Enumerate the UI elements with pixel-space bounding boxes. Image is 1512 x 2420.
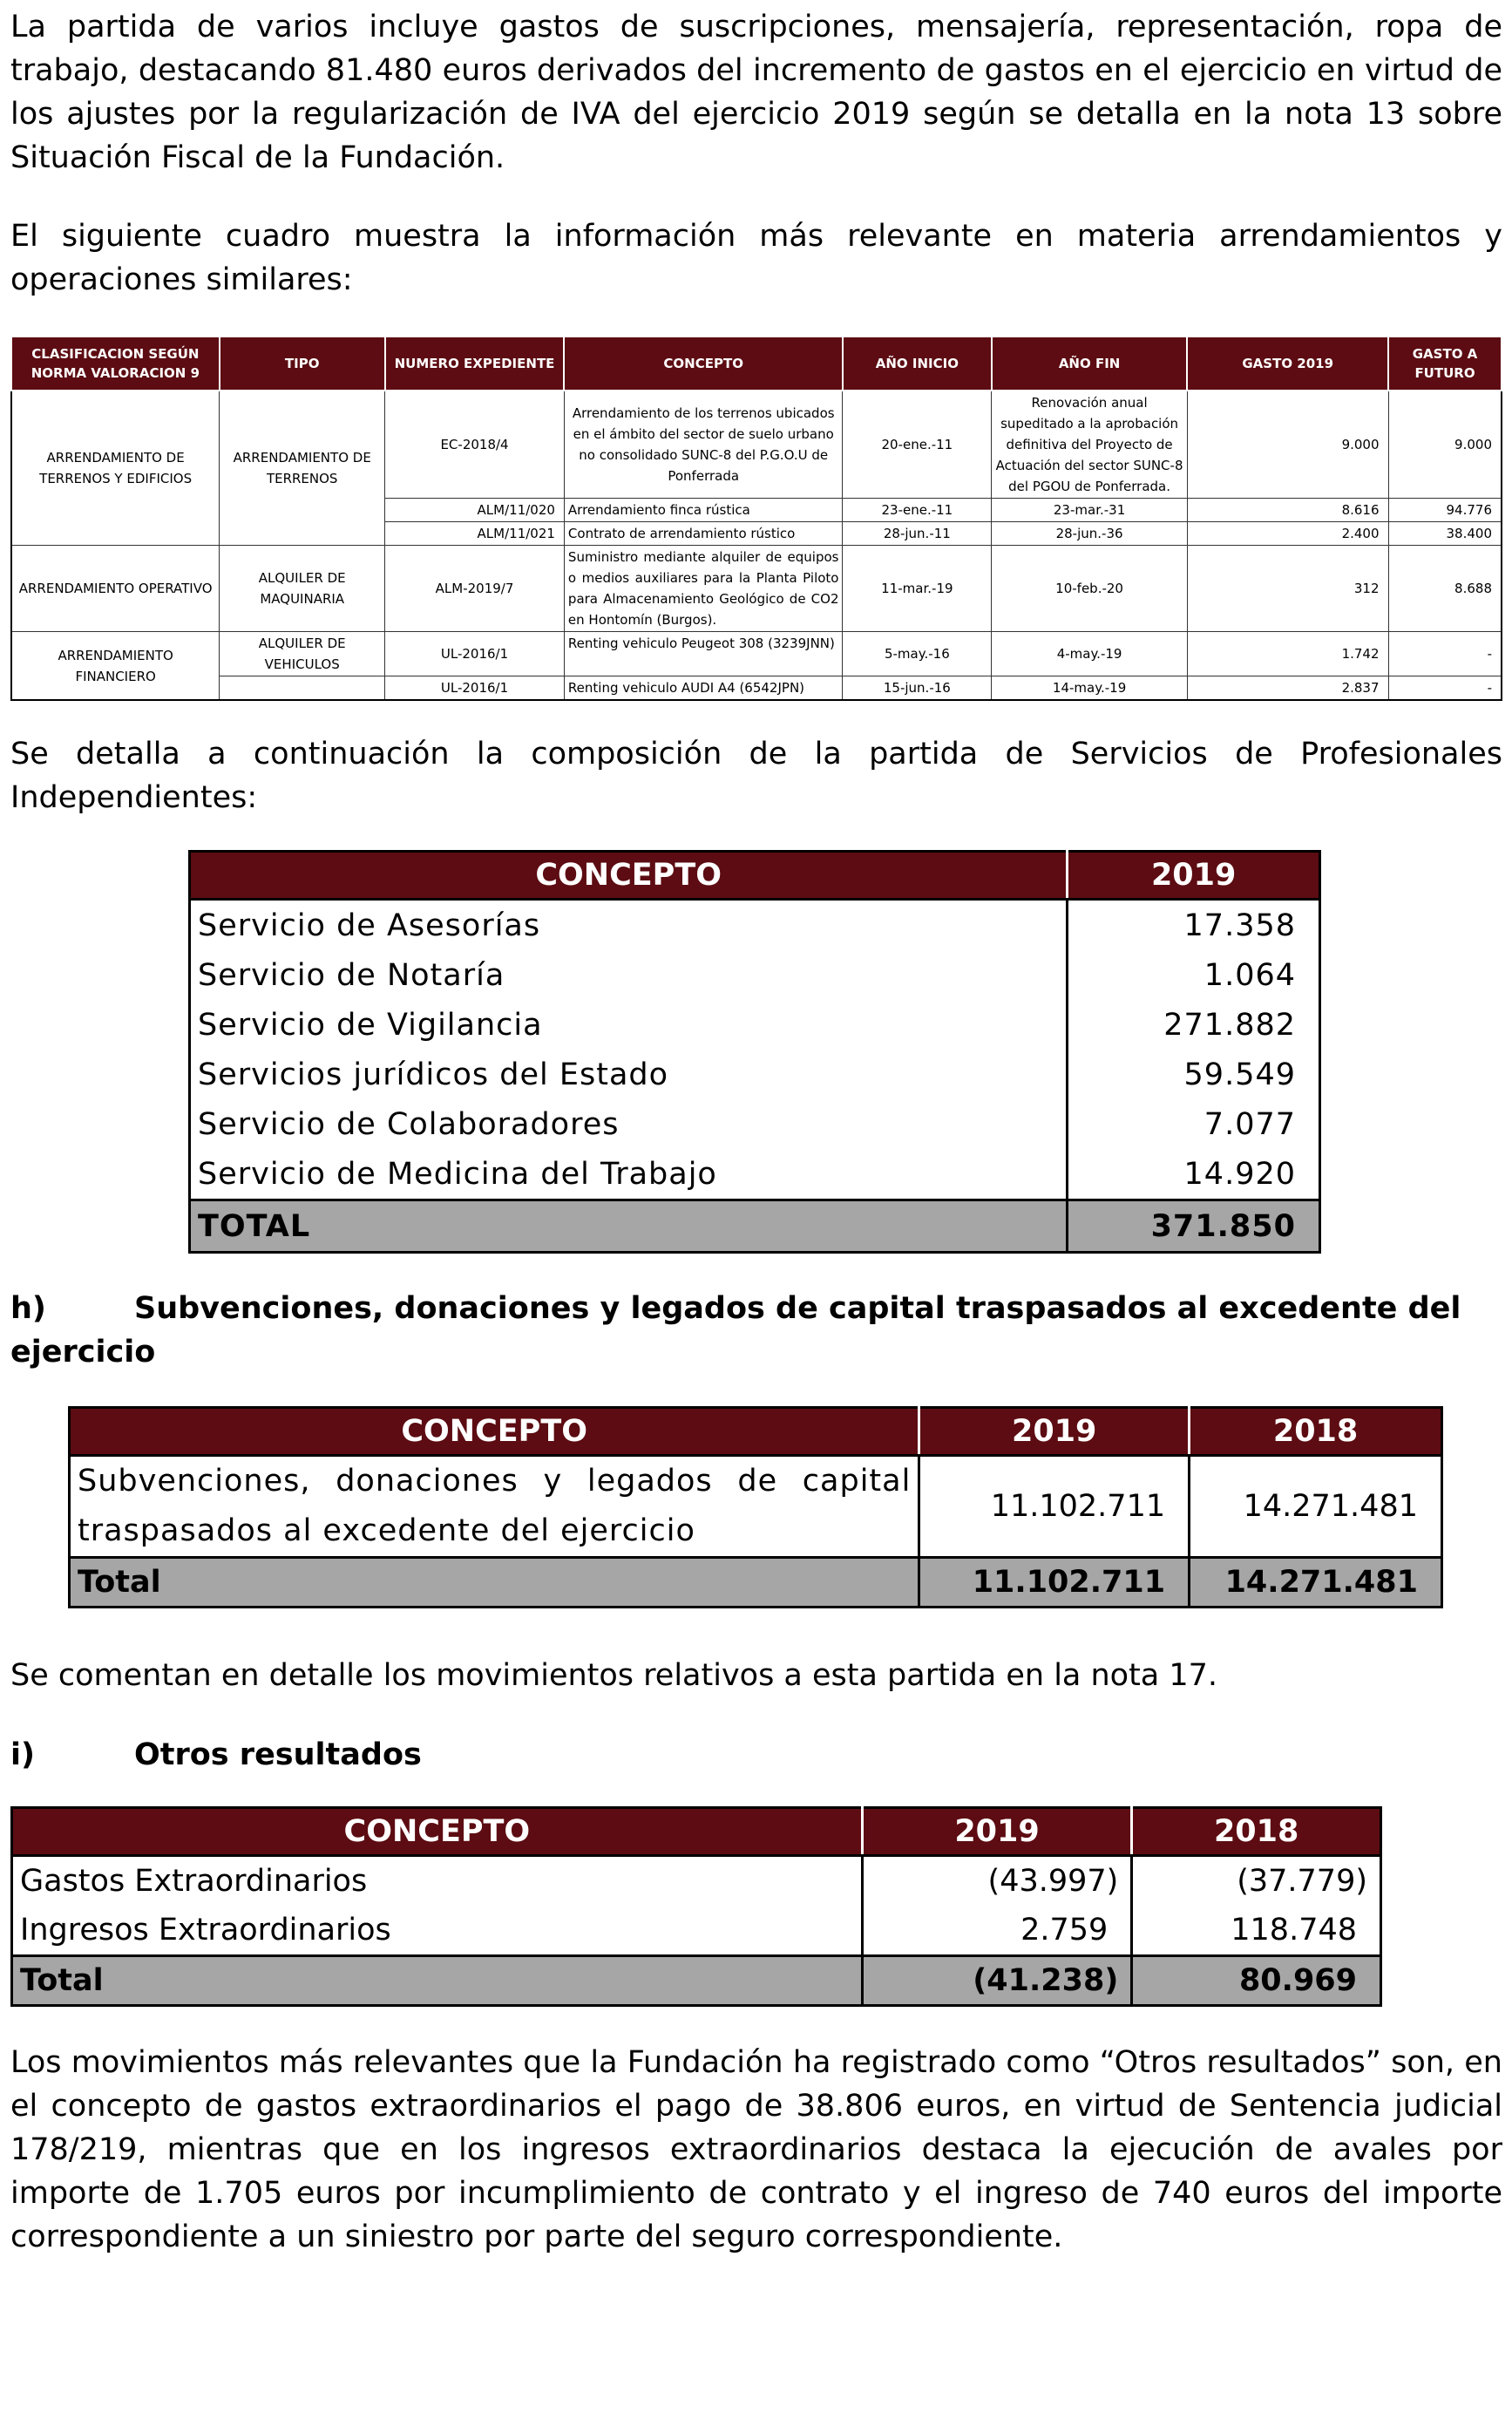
header-2019: 2019 bbox=[1068, 852, 1320, 900]
table-row bbox=[190, 950, 1320, 1000]
table-row bbox=[11, 676, 1502, 701]
concepto-cell: Renting vehiculo Peugeot 308 (3239JNN) bbox=[564, 632, 843, 676]
expediente-cell: ALM-2019/7 bbox=[385, 546, 565, 632]
fin-cell: 4-may.-19 bbox=[992, 632, 1188, 676]
futuro-cell: 9.000 bbox=[1388, 391, 1502, 499]
table-header-row bbox=[12, 1808, 1381, 1856]
fin-cell: 14-may.-19 bbox=[992, 676, 1188, 701]
value-2019-cell: (43.997) bbox=[862, 1856, 1132, 1907]
tipo-cell-empty bbox=[220, 676, 385, 701]
inicio-cell: 15-jun.-16 bbox=[843, 676, 992, 701]
header-tipo: TIPO bbox=[220, 336, 385, 391]
inicio-cell: 23-ene.-11 bbox=[843, 499, 992, 522]
concepto-cell: Gastos Extraordinarios bbox=[12, 1856, 863, 1907]
section-heading-h bbox=[10, 1287, 1502, 1374]
table-row bbox=[190, 1099, 1320, 1149]
total-row bbox=[12, 1956, 1381, 2006]
futuro-cell: 38.400 bbox=[1388, 522, 1502, 546]
header-2019: 2019 bbox=[919, 1408, 1190, 1456]
futuro-cell: 94.776 bbox=[1388, 499, 1502, 522]
table-row bbox=[190, 1149, 1320, 1200]
paragraph-servicios-intro: Se detalla a continuación la composición de la partida de Servicios de Profesionales Independientes: bbox=[10, 737, 1502, 815]
total-row bbox=[190, 1200, 1320, 1253]
header-2019: 2019 bbox=[862, 1808, 1132, 1856]
concepto-cell: Servicio de Colaboradores bbox=[190, 1099, 1068, 1149]
expediente-cell: EC-2018/4 bbox=[385, 391, 565, 499]
total-label: Total bbox=[70, 1558, 919, 1608]
section-title: Subvenciones, donaciones y legados de capital traspasados al excedente del ejercicio bbox=[10, 1291, 1461, 1370]
table-row bbox=[70, 1456, 1442, 1558]
concepto-cell: Subvenciones, donaciones y legados de capital traspasados al excedente del ejercicio bbox=[70, 1456, 919, 1558]
professional-services-table bbox=[188, 850, 1321, 1254]
concepto-cell: Servicio de Vigilancia bbox=[190, 1000, 1068, 1050]
header-gasto-2019: GASTO 2019 bbox=[1187, 336, 1388, 391]
table-row bbox=[11, 632, 1502, 676]
value-2019-cell: 11.102.711 bbox=[919, 1456, 1190, 1558]
concepto-cell: Suministro mediante alquiler de equipos o medios auxiliares para la Planta Piloto para Almacenamiento Geológico de CO2 en Hontomín (Burgos). bbox=[564, 546, 843, 632]
tipo-cell: ARRENDAMIENTO DE TERRENOS bbox=[220, 391, 385, 546]
total-label: TOTAL bbox=[190, 1200, 1068, 1253]
futuro-cell: - bbox=[1388, 632, 1502, 676]
concepto-cell: Servicio de Asesorías bbox=[190, 900, 1068, 951]
table-header-row bbox=[190, 852, 1320, 900]
gasto-cell: 8.616 bbox=[1187, 499, 1388, 522]
paragraph-iva: La partida de varios incluye gastos de suscripciones, mensajería, representación, ropa de trabajo, destacando 81.480 euros derivados del incremento de gastos en el ejercicio en virtud de los ajustes por la regularización de IVA del ejercicio 2019 según se detalla en la nota 13 sobre Situación Fiscal de la Fundación. bbox=[10, 10, 1502, 175]
concepto-cell: Servicios jurídicos del Estado bbox=[190, 1050, 1068, 1099]
leasing-header-row bbox=[11, 336, 1502, 391]
concepto-cell: Servicio de Notaría bbox=[190, 950, 1068, 1000]
header-concepto: CONCEPTO bbox=[564, 336, 843, 391]
section-label: i) bbox=[10, 1737, 35, 1772]
leasing-table bbox=[10, 336, 1502, 701]
header-gasto-futuro: GASTO A FUTURO bbox=[1388, 336, 1502, 391]
tipo-cell: ALQUILER DE VEHICULOS bbox=[220, 632, 385, 676]
inicio-cell: 28-jun.-11 bbox=[843, 522, 992, 546]
concepto-cell: Contrato de arrendamiento rústico bbox=[564, 522, 843, 546]
futuro-cell: - bbox=[1388, 676, 1502, 701]
value-cell: 7.077 bbox=[1068, 1099, 1320, 1149]
gasto-cell: 312 bbox=[1187, 546, 1388, 632]
table-row bbox=[190, 900, 1320, 951]
gasto-cell: 2.837 bbox=[1187, 676, 1388, 701]
value-2018-cell: 118.748 bbox=[1132, 1906, 1381, 1956]
paragraph-otros-resultados: Los movimientos más relevantes que la Fundación ha registrado como “Otros resultados” son, en el concepto de gastos extraordinarios el pago de 38.806 euros, en virtud de Sentencia judicial 178/219, mientras que en los ingresos extraordinarios destaca la ejecución de avales por importe de 1.705 euros por incumplimiento de contrato y el ingreso de 740 euros del importe correspondiente a un siniestro por parte del seguro correspondiente. bbox=[10, 2045, 1502, 2254]
table-row bbox=[11, 391, 1502, 499]
value-cell: 271.882 bbox=[1068, 1000, 1320, 1050]
header-concepto: CONCEPTO bbox=[12, 1808, 863, 1856]
header-clasificacion: CLASIFICACION SEGÚN NORMA VALORACION 9 bbox=[11, 336, 220, 391]
header-numero-expediente: NUMERO EXPEDIENTE bbox=[385, 336, 565, 391]
header-2018: 2018 bbox=[1190, 1408, 1442, 1456]
header-concepto: CONCEPTO bbox=[70, 1408, 919, 1456]
value-cell: 14.920 bbox=[1068, 1149, 1320, 1200]
table-header-row bbox=[70, 1408, 1442, 1456]
header-2018: 2018 bbox=[1132, 1808, 1381, 1856]
expediente-cell: UL-2016/1 bbox=[385, 632, 565, 676]
concepto-cell: Ingresos Extraordinarios bbox=[12, 1906, 863, 1956]
clasificacion-cell: ARRENDAMIENTO DE TERRENOS Y EDIFICIOS bbox=[11, 391, 220, 546]
total-row bbox=[70, 1558, 1442, 1608]
value-2018-cell: (37.779) bbox=[1132, 1856, 1381, 1907]
inicio-cell: 20-ene.-11 bbox=[843, 391, 992, 499]
section-heading-i bbox=[10, 1733, 1502, 1777]
gasto-cell: 2.400 bbox=[1187, 522, 1388, 546]
section-label: h) bbox=[10, 1291, 46, 1326]
total-2019: 11.102.711 bbox=[919, 1558, 1190, 1608]
value-cell: 17.358 bbox=[1068, 900, 1320, 951]
value-2019-cell: 2.759 bbox=[862, 1906, 1132, 1956]
clasificacion-cell: ARRENDAMIENTO OPERATIVO bbox=[11, 546, 220, 632]
fin-cell: Renovación anual supeditado a la aprobación definitiva del Proyecto de Actuación del sector SUNC-8 del PGOU de Ponferrada. bbox=[992, 391, 1188, 499]
expediente-cell: ALM/11/020 bbox=[385, 499, 565, 522]
table-row bbox=[11, 546, 1502, 632]
concepto-cell: Arrendamiento de los terrenos ubicados en el ámbito del sector de suelo urbano no consolidado SUNC-8 del P.G.O.U de Ponferrada bbox=[564, 391, 843, 499]
clasificacion-cell: ARRENDAMIENTO FINANCIERO bbox=[11, 632, 220, 701]
concepto-cell: Arrendamiento finca rústica bbox=[564, 499, 843, 522]
inicio-cell: 11-mar.-19 bbox=[843, 546, 992, 632]
concepto-cell: Servicio de Medicina del Trabajo bbox=[190, 1149, 1068, 1200]
expediente-cell: ALM/11/021 bbox=[385, 522, 565, 546]
value-cell: 1.064 bbox=[1068, 950, 1320, 1000]
fin-cell: 28-jun.-36 bbox=[992, 522, 1188, 546]
total-2018: 14.271.481 bbox=[1190, 1558, 1442, 1608]
header-concepto: CONCEPTO bbox=[190, 852, 1068, 900]
table-row bbox=[190, 1050, 1320, 1099]
section-title: Otros resultados bbox=[134, 1737, 422, 1772]
header-ano-fin: AÑO FIN bbox=[992, 336, 1188, 391]
paragraph-nota-17: Se comentan en detalle los movimientos relativos a esta partida en la nota 17. bbox=[10, 1658, 1218, 1693]
table-row bbox=[12, 1906, 1381, 1956]
tipo-cell: ALQUILER DE MAQUINARIA bbox=[220, 546, 385, 632]
total-2019: (41.238) bbox=[862, 1956, 1132, 2006]
value-cell: 59.549 bbox=[1068, 1050, 1320, 1099]
gasto-cell: 1.742 bbox=[1187, 632, 1388, 676]
total-2018: 80.969 bbox=[1132, 1956, 1381, 2006]
table-row bbox=[12, 1856, 1381, 1907]
inicio-cell: 5-may.-16 bbox=[843, 632, 992, 676]
concepto-cell: Renting vehiculo AUDI A4 (6542JPN) bbox=[564, 676, 843, 701]
value-2018-cell: 14.271.481 bbox=[1190, 1456, 1442, 1558]
other-results-table bbox=[10, 1806, 1382, 2007]
futuro-cell: 8.688 bbox=[1388, 546, 1502, 632]
total-label: Total bbox=[12, 1956, 863, 2006]
header-ano-inicio: AÑO INICIO bbox=[843, 336, 992, 391]
gasto-cell: 9.000 bbox=[1187, 391, 1388, 499]
total-value: 371.850 bbox=[1068, 1200, 1320, 1253]
fin-cell: 10-feb.-20 bbox=[992, 546, 1188, 632]
fin-cell: 23-mar.-31 bbox=[992, 499, 1188, 522]
table-row bbox=[190, 1000, 1320, 1050]
paragraph-arrendamientos-intro: El siguiente cuadro muestra la información más relevante en materia arrendamientos y operaciones similares: bbox=[10, 219, 1502, 297]
subventions-table bbox=[68, 1406, 1443, 1608]
expediente-cell: UL-2016/1 bbox=[385, 676, 565, 701]
